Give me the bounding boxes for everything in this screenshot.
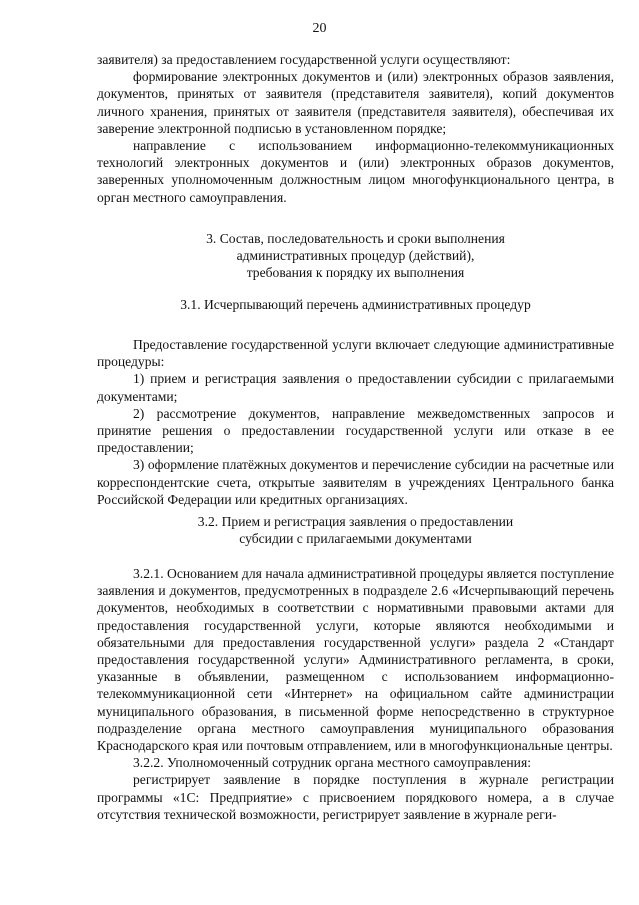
section-3-2-heading [97,513,614,547]
list-item: 3) оформление платёжных документов и перечисление субсидии на расчетные или корреспондентские счета, открытые заявителям в учреждениях Центрального банка Российской Федерации или кредитных организациях. [97,457,614,507]
paragraph: 3.2.2. Уполномоченный сотрудник органа местного самоуправления: [133,755,531,771]
list-item: 2) рассмотрение документов, направление межведомственных запросов и принятие решения о предоставлении государственной услуги или отказе в ее предоставлении; [97,405,614,456]
paragraph: регистрирует заявление в порядке поступления в журнале регистрации программы «1С: Предприятие» с присвоением порядкового номера, а в случае отсутствия технической возможности, регистрирует заявление в журнале реги- [97,772,614,822]
section-3-2-body [97,565,614,823]
heading-line: требования к порядку их выполнения [246,265,465,281]
page-number: 20 [312,21,327,36]
section-3-1-body [97,336,614,508]
paragraph: заявителя) за предоставлением государственной услуги осуществляют: [97,52,511,67]
list-item: 1) прием и регистрация заявления о предоставлении субсидии с прилагаемыми документами; [97,371,614,404]
heading-line: 3.2. Прием и регистрация заявления о предоставлении [197,514,514,529]
section-3-1-heading [97,296,614,313]
section-3-heading [97,230,614,282]
paragraph: 3.2.1. Основанием для начала административной процедуры является поступление заявления и документов, предусмотренных в подразделе 2.6 «Исчерпывающий перечень документов, необходимых в соответствии с нормативными правовыми актами для предоставления государственной услуги, которые являются необходимыми и обязательными для предоставления государственной услуги» раздела 2 «Стандарт предоставления государственной услуги» Административного регламента, в сроки, указанные в объявлении, размещенном с использованием информационно-телекоммуникационной сети «Интернет» на официальном сайте администрации муниципального образования, в письменной форме непосредственно в структурное подразделение органа местного самоуправления муниципального образования Краснодарского края или почтовым отправлением, или в многофункциональные центры. [97,566,614,754]
heading-line: 3. Состав, последовательность и сроки выполнения [206,231,505,246]
paragraph: направление с использованием информационно-телекоммуникационных технологий электронных документов и (или) электронных образов документов, заверенных уполномоченным должностным лицом многофункционального центра, в орган местного самоуправления. [97,138,614,205]
heading-line: 3.1. Исчерпывающий перечень административных процедур [180,297,531,312]
paragraph: формирование электронных документов и (или) электронных образов заявления, документов, принятых от заявителя (представителя заявителя), копий документов личного хранения, принятых от заявителя (представителя заявителя), обеспечивая их заверение электронной подписью в установленном порядке; [97,69,614,136]
heading-line: субсидии с прилагаемыми документами [239,531,472,547]
heading-line: административных процедур (действий), [236,248,475,264]
intro-block [97,51,614,206]
paragraph: Предоставление государственной услуги включает следующие административные процедуры: [97,337,614,370]
